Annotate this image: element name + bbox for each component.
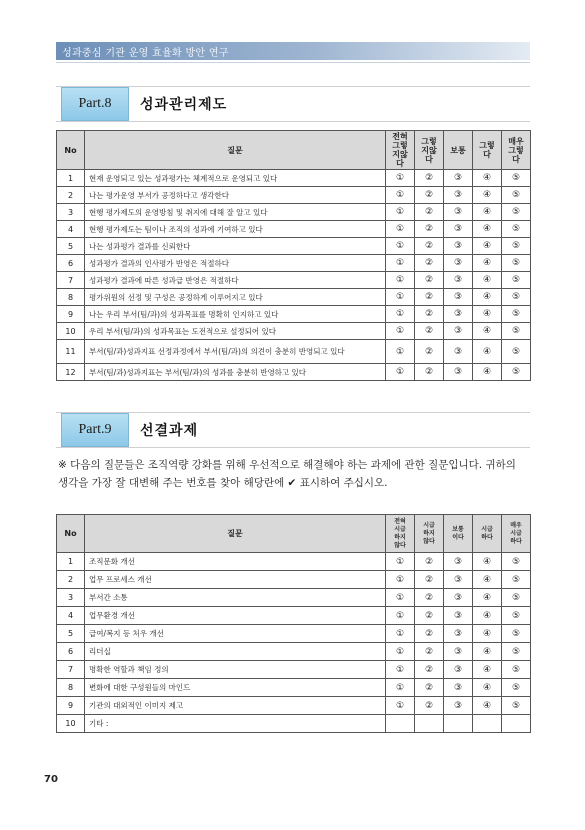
col-no: No bbox=[57, 515, 85, 553]
answer-option-4[interactable]: ④ bbox=[473, 571, 502, 589]
answer-option-4[interactable]: ④ bbox=[473, 553, 502, 571]
part9-header-row bbox=[57, 515, 531, 553]
table-row bbox=[57, 340, 531, 364]
answer-option-2[interactable]: ② bbox=[415, 661, 444, 679]
table-row bbox=[57, 553, 531, 571]
answer-option-1[interactable]: ① bbox=[386, 272, 415, 289]
question-text: 업무 프로세스 개선 bbox=[85, 571, 386, 589]
answer-option-2[interactable]: ② bbox=[415, 187, 444, 204]
table-row bbox=[57, 643, 531, 661]
answer-option-5 bbox=[502, 715, 531, 733]
answer-option-1[interactable]: ① bbox=[386, 553, 415, 571]
question-text: 리더십 bbox=[85, 643, 386, 661]
table-row bbox=[57, 306, 531, 323]
question-text: 나는 우리 부서(팀/과)의 성과목표를 명확히 인지하고 있다 bbox=[85, 306, 386, 323]
row-number: 6 bbox=[57, 255, 85, 272]
table-row bbox=[57, 661, 531, 679]
answer-option-3[interactable]: ③ bbox=[444, 607, 473, 625]
question-text: 현행 평가제도는 팀이나 조직의 성과에 기여하고 있다 bbox=[85, 221, 386, 238]
table-row bbox=[57, 679, 531, 697]
answer-option-5[interactable]: ⑤ bbox=[502, 679, 531, 697]
row-number: 4 bbox=[57, 607, 85, 625]
answer-option-1[interactable]: ① bbox=[386, 238, 415, 255]
question-text: 나는 평가운영 부서가 공정하다고 생각한다 bbox=[85, 187, 386, 204]
answer-option-1[interactable]: ① bbox=[386, 607, 415, 625]
row-number: 9 bbox=[57, 306, 85, 323]
answer-option-4[interactable]: ④ bbox=[473, 306, 502, 323]
question-text: 조직문화 개선 bbox=[85, 553, 386, 571]
part9-title: 선결과제 bbox=[140, 423, 199, 439]
answer-option-3[interactable]: ③ bbox=[444, 255, 473, 272]
answer-option-1[interactable]: ① bbox=[386, 697, 415, 715]
answer-option-1 bbox=[386, 715, 415, 733]
answer-option-2[interactable]: ② bbox=[415, 607, 444, 625]
answer-option-3[interactable]: ③ bbox=[444, 571, 473, 589]
answer-option-2[interactable]: ② bbox=[415, 697, 444, 715]
answer-option-3[interactable]: ③ bbox=[444, 204, 473, 221]
header-divider bbox=[56, 62, 530, 63]
answer-option-1[interactable]: ① bbox=[386, 340, 415, 364]
row-number: 2 bbox=[57, 571, 85, 589]
question-text: 부서(팀/과)성과지표는 부서(팀/과)의 성과를 충분히 반영하고 있다 bbox=[85, 364, 386, 381]
answer-option-1[interactable]: ① bbox=[386, 625, 415, 643]
row-number: 1 bbox=[57, 553, 85, 571]
answer-option-2[interactable]: ② bbox=[415, 204, 444, 221]
answer-option-5[interactable]: ⑤ bbox=[502, 187, 531, 204]
question-text: 성과평가 결과에 따른 성과급 반영은 적절하다 bbox=[85, 272, 386, 289]
question-text: 우리 부서(팀/과)의 성과목표는 도전적으로 설정되어 있다 bbox=[85, 323, 386, 340]
answer-option-4[interactable]: ④ bbox=[473, 364, 502, 381]
answer-option-5[interactable]: ⑤ bbox=[502, 661, 531, 679]
question-text: 기관의 대외적인 이미지 제고 bbox=[85, 697, 386, 715]
answer-option-5[interactable]: ⑤ bbox=[502, 340, 531, 364]
answer-option-4[interactable]: ④ bbox=[473, 607, 502, 625]
question-text: 급여/복지 등 처우 개선 bbox=[85, 625, 386, 643]
answer-option-2[interactable]: ② bbox=[415, 553, 444, 571]
table-row bbox=[57, 255, 531, 272]
answer-option-4[interactable]: ④ bbox=[473, 289, 502, 306]
row-number: 10 bbox=[57, 323, 85, 340]
answer-option-1[interactable]: ① bbox=[386, 364, 415, 381]
answer-option-4[interactable]: ④ bbox=[473, 204, 502, 221]
row-number: 11 bbox=[57, 340, 85, 364]
part9-label: Part.9 bbox=[61, 413, 129, 447]
answer-option-1[interactable]: ① bbox=[386, 170, 415, 187]
answer-option-4[interactable]: ④ bbox=[473, 643, 502, 661]
answer-option-4[interactable]: ④ bbox=[473, 625, 502, 643]
col-question: 질문 bbox=[85, 131, 386, 170]
row-number: 9 bbox=[57, 697, 85, 715]
question-text: 성과평가 결과의 인사평가 반영은 적절하다 bbox=[85, 255, 386, 272]
answer-option-1[interactable]: ① bbox=[386, 323, 415, 340]
row-number: 4 bbox=[57, 221, 85, 238]
answer-option-3[interactable]: ③ bbox=[444, 625, 473, 643]
answer-option-5[interactable]: ⑤ bbox=[502, 255, 531, 272]
row-number: 6 bbox=[57, 643, 85, 661]
answer-option-3[interactable]: ③ bbox=[444, 170, 473, 187]
part8-heading bbox=[56, 86, 530, 122]
col-opt1: 전혀 그렇 지않 다 bbox=[386, 131, 415, 170]
answer-option-2[interactable]: ② bbox=[415, 272, 444, 289]
col-opt2: 그렇 지않 다 bbox=[415, 131, 444, 170]
answer-option-3 bbox=[444, 715, 473, 733]
answer-option-3[interactable]: ③ bbox=[444, 697, 473, 715]
answer-option-2[interactable]: ② bbox=[415, 571, 444, 589]
question-text: 업무환경 개선 bbox=[85, 607, 386, 625]
part8-bottom-rule bbox=[56, 121, 530, 122]
table-row bbox=[57, 289, 531, 306]
answer-option-5[interactable]: ⑤ bbox=[502, 364, 531, 381]
row-number: 7 bbox=[57, 272, 85, 289]
answer-option-2[interactable]: ② bbox=[415, 589, 444, 607]
answer-option-5[interactable]: ⑤ bbox=[502, 607, 531, 625]
answer-option-3[interactable]: ③ bbox=[444, 221, 473, 238]
answer-option-3[interactable]: ③ bbox=[444, 238, 473, 255]
answer-option-1[interactable]: ① bbox=[386, 643, 415, 661]
answer-option-4[interactable]: ④ bbox=[473, 589, 502, 607]
answer-option-2[interactable]: ② bbox=[415, 323, 444, 340]
answer-option-4 bbox=[473, 715, 502, 733]
row-number: 8 bbox=[57, 679, 85, 697]
answer-option-2 bbox=[415, 715, 444, 733]
answer-option-4[interactable]: ④ bbox=[473, 661, 502, 679]
answer-option-1[interactable]: ① bbox=[386, 187, 415, 204]
answer-option-5[interactable]: ⑤ bbox=[502, 323, 531, 340]
part8-title: 성과관리제도 bbox=[140, 97, 228, 113]
answer-option-3[interactable]: ③ bbox=[444, 340, 473, 364]
row-number: 1 bbox=[57, 170, 85, 187]
answer-option-4[interactable]: ④ bbox=[473, 340, 502, 364]
answer-option-5[interactable]: ⑤ bbox=[502, 221, 531, 238]
row-number: 10 bbox=[57, 715, 85, 733]
question-text: 현행 평가제도의 운영방침 및 취지에 대해 잘 알고 있다 bbox=[85, 204, 386, 221]
question-text: 변화에 대한 구성원들의 마인드 bbox=[85, 679, 386, 697]
table-row bbox=[57, 238, 531, 255]
answer-option-4[interactable]: ④ bbox=[473, 238, 502, 255]
part9-table bbox=[56, 514, 531, 733]
col-opt2: 시급 하지 않다 bbox=[415, 515, 444, 553]
answer-option-3[interactable]: ③ bbox=[444, 323, 473, 340]
row-number: 3 bbox=[57, 589, 85, 607]
answer-option-3[interactable]: ③ bbox=[444, 289, 473, 306]
answer-option-1[interactable]: ① bbox=[386, 589, 415, 607]
answer-option-4[interactable]: ④ bbox=[473, 323, 502, 340]
row-number: 12 bbox=[57, 364, 85, 381]
answer-option-4[interactable]: ④ bbox=[473, 187, 502, 204]
answer-option-2[interactable]: ② bbox=[415, 306, 444, 323]
table-row bbox=[57, 589, 531, 607]
row-number: 2 bbox=[57, 187, 85, 204]
col-opt1: 전혀 시급 하지 않다 bbox=[386, 515, 415, 553]
answer-option-4[interactable]: ④ bbox=[473, 221, 502, 238]
table-row bbox=[57, 571, 531, 589]
answer-option-5[interactable]: ⑤ bbox=[502, 272, 531, 289]
row-number: 3 bbox=[57, 204, 85, 221]
answer-option-2[interactable]: ② bbox=[415, 643, 444, 661]
col-opt5: 매우 시급 하다 bbox=[502, 515, 531, 553]
part8-header-row bbox=[57, 131, 531, 170]
answer-option-5[interactable]: ⑤ bbox=[502, 306, 531, 323]
answer-option-2[interactable]: ② bbox=[415, 238, 444, 255]
col-question: 질문 bbox=[85, 515, 386, 553]
answer-option-5[interactable]: ⑤ bbox=[502, 589, 531, 607]
table-row bbox=[57, 323, 531, 340]
table-row bbox=[57, 697, 531, 715]
answer-option-3[interactable]: ③ bbox=[444, 643, 473, 661]
answer-option-5[interactable]: ⑤ bbox=[502, 625, 531, 643]
col-opt5: 매우 그렇 다 bbox=[502, 131, 531, 170]
col-no: No bbox=[57, 131, 85, 170]
answer-option-2[interactable]: ② bbox=[415, 221, 444, 238]
answer-option-4[interactable]: ④ bbox=[473, 679, 502, 697]
answer-option-5[interactable]: ⑤ bbox=[502, 643, 531, 661]
answer-option-3[interactable]: ③ bbox=[444, 306, 473, 323]
running-header-title: 성과중심 기관 운영 효율화 방안 연구 bbox=[62, 48, 229, 59]
answer-option-4[interactable]: ④ bbox=[473, 255, 502, 272]
question-text: 부서간 소통 bbox=[85, 589, 386, 607]
part8-table bbox=[56, 130, 531, 381]
answer-option-4[interactable]: ④ bbox=[473, 697, 502, 715]
answer-option-2[interactable]: ② bbox=[415, 340, 444, 364]
question-text: 나는 성과평가 결과를 신뢰한다 bbox=[85, 238, 386, 255]
answer-option-5[interactable]: ⑤ bbox=[502, 170, 531, 187]
answer-option-5[interactable]: ⑤ bbox=[502, 697, 531, 715]
answer-option-2[interactable]: ② bbox=[415, 170, 444, 187]
question-text: 기타 : bbox=[85, 715, 386, 733]
table-row bbox=[57, 221, 531, 238]
answer-option-3[interactable]: ③ bbox=[444, 589, 473, 607]
question-text: 부서(팀/과)성과지표 선정과정에서 부서(팀/과)의 의견이 충분히 반영되고 있다 bbox=[85, 340, 386, 364]
part8-label: Part.8 bbox=[61, 87, 129, 121]
col-opt3: 보통 이다 bbox=[444, 515, 473, 553]
answer-option-1[interactable]: ① bbox=[386, 289, 415, 306]
answer-option-1[interactable]: ① bbox=[386, 255, 415, 272]
running-header bbox=[56, 42, 530, 60]
part9-instructions: ※ 다음의 질문들은 조직역량 강화를 위해 우선적으로 해결해야 하는 과제에 관한 질문입니다. 귀하의 생각을 가장 잘 대변해 주는 번호를 찾아 해당란에 ✔ 표시하여 주십시오. bbox=[58, 459, 516, 489]
answer-option-4[interactable]: ④ bbox=[473, 272, 502, 289]
answer-option-5[interactable]: ⑤ bbox=[502, 238, 531, 255]
answer-option-1[interactable]: ① bbox=[386, 679, 415, 697]
table-row bbox=[57, 607, 531, 625]
answer-option-5[interactable]: ⑤ bbox=[502, 204, 531, 221]
answer-option-2[interactable]: ② bbox=[415, 255, 444, 272]
answer-option-1[interactable]: ① bbox=[386, 571, 415, 589]
table-row bbox=[57, 272, 531, 289]
question-text: 평가위원의 선정 및 구성은 공정하게 이루어지고 있다 bbox=[85, 289, 386, 306]
table-row bbox=[57, 187, 531, 204]
answer-option-4[interactable]: ④ bbox=[473, 170, 502, 187]
table-row bbox=[57, 170, 531, 187]
answer-option-1[interactable]: ① bbox=[386, 661, 415, 679]
answer-option-3[interactable]: ③ bbox=[444, 272, 473, 289]
col-opt4: 그렇 다 bbox=[473, 131, 502, 170]
answer-option-3[interactable]: ③ bbox=[444, 553, 473, 571]
row-number: 5 bbox=[57, 625, 85, 643]
table-row bbox=[57, 715, 531, 733]
answer-option-2[interactable]: ② bbox=[415, 289, 444, 306]
answer-option-1[interactable]: ① bbox=[386, 306, 415, 323]
row-number: 8 bbox=[57, 289, 85, 306]
answer-option-1[interactable]: ① bbox=[386, 204, 415, 221]
table-row bbox=[57, 625, 531, 643]
answer-option-3[interactable]: ③ bbox=[444, 364, 473, 381]
answer-option-5[interactable]: ⑤ bbox=[502, 553, 531, 571]
row-number: 5 bbox=[57, 238, 85, 255]
part9-bottom-rule bbox=[56, 447, 530, 448]
answer-option-1[interactable]: ① bbox=[386, 221, 415, 238]
table-row bbox=[57, 204, 531, 221]
page-number: 70 bbox=[44, 774, 58, 785]
answer-option-2[interactable]: ② bbox=[415, 625, 444, 643]
answer-option-5[interactable]: ⑤ bbox=[502, 289, 531, 306]
question-text: 명확한 역할과 책임 정의 bbox=[85, 661, 386, 679]
answer-option-3[interactable]: ③ bbox=[444, 661, 473, 679]
answer-option-3[interactable]: ③ bbox=[444, 679, 473, 697]
table-row bbox=[57, 364, 531, 381]
row-number: 7 bbox=[57, 661, 85, 679]
answer-option-3[interactable]: ③ bbox=[444, 187, 473, 204]
col-opt3: 보통 bbox=[444, 131, 473, 170]
part9-heading bbox=[56, 412, 530, 448]
answer-option-2[interactable]: ② bbox=[415, 364, 444, 381]
answer-option-5[interactable]: ⑤ bbox=[502, 571, 531, 589]
answer-option-2[interactable]: ② bbox=[415, 679, 444, 697]
col-opt4: 시급 하다 bbox=[473, 515, 502, 553]
question-text: 현재 운영되고 있는 성과평가는 체계적으로 운영되고 있다 bbox=[85, 170, 386, 187]
